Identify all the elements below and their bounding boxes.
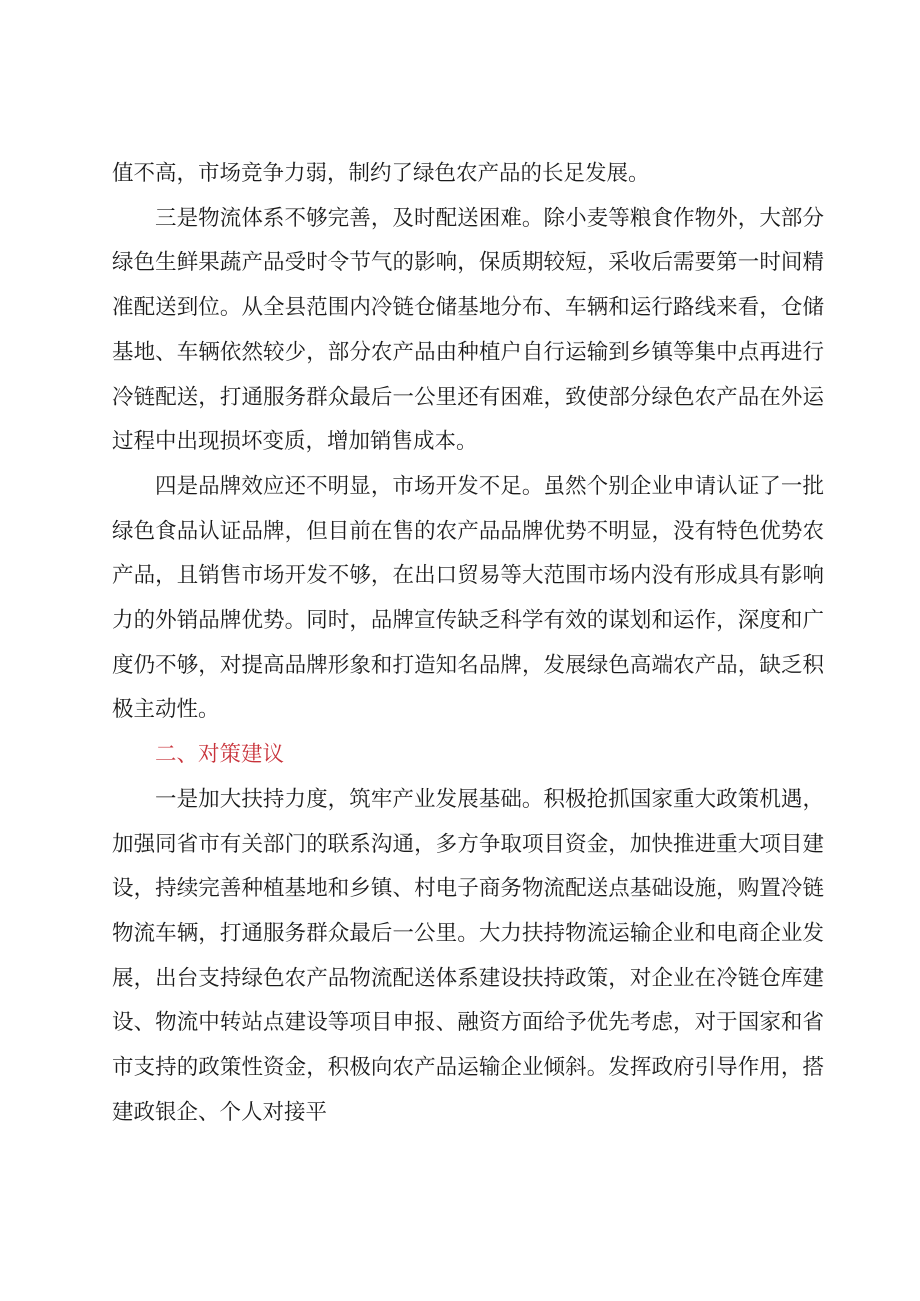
- paragraph-brand: 四是品牌效应还不明显，市场开发不足。虽然个别企业申请认证了一批绿色食品认证品牌，但目前在售的农产品品牌优势不明显，没有特色优势农产品，且销售市场开发不够，在出口贸易等大范围市场内没有形成具有影响力的外销品牌优势。同时，品牌宣传缺乏科学有效的谋划和运作，深度和广度仍不够，对提高品牌形象和打造知名品牌，发展绿色高端农产品，缺乏积极主动性。: [112, 473, 824, 723]
- document-body: [112, 152, 824, 1135]
- paragraph-logistics: 三是物流体系不够完善，及时配送困难。除小麦等粮食作物外，大部分绿色生鲜果蔬产品受时令节气的影响，保质期较短，采收后需要第一时间精准配送到位。从全县范围内冷链仓储基地分布、车辆和运行路线来看，仓储基地、车辆依然较少，部分农产品由种植户自行运输到乡镇等集中点再进行冷链配送，打通服务群众最后一公里还有困难，致使部分绿色农产品在外运过程中出现损坏变质，增加销售成本。: [112, 205, 824, 455]
- paragraph-support: 一是加大扶持力度，筑牢产业发展基础。积极抢抓国家重大政策机遇，加强同省市有关部门的联系沟通，多方争取项目资金，加快推进重大项目建设，持续完善种植基地和乡镇、村电子商务物流配送点基础设施，购置冷链物流车辆，打通服务群众最后一公里。大力扶持物流运输企业和电商企业发展，出台支持绿色农产品物流配送体系建设扶持政策，对企业在冷链仓库建设、物流中转站点建设等项目申报、融资方面给予优先考虑，对于国家和省市支持的政策性资金，积极向农产品运输企业倾斜。发挥政府引导作用，搭建政银企、个人对接平: [112, 786, 824, 1125]
- section-heading: 二、对策建议: [155, 742, 285, 768]
- paragraph-continuation: 值不高，市场竞争力弱，制约了绿色农产品的长足发展。: [112, 161, 650, 186]
